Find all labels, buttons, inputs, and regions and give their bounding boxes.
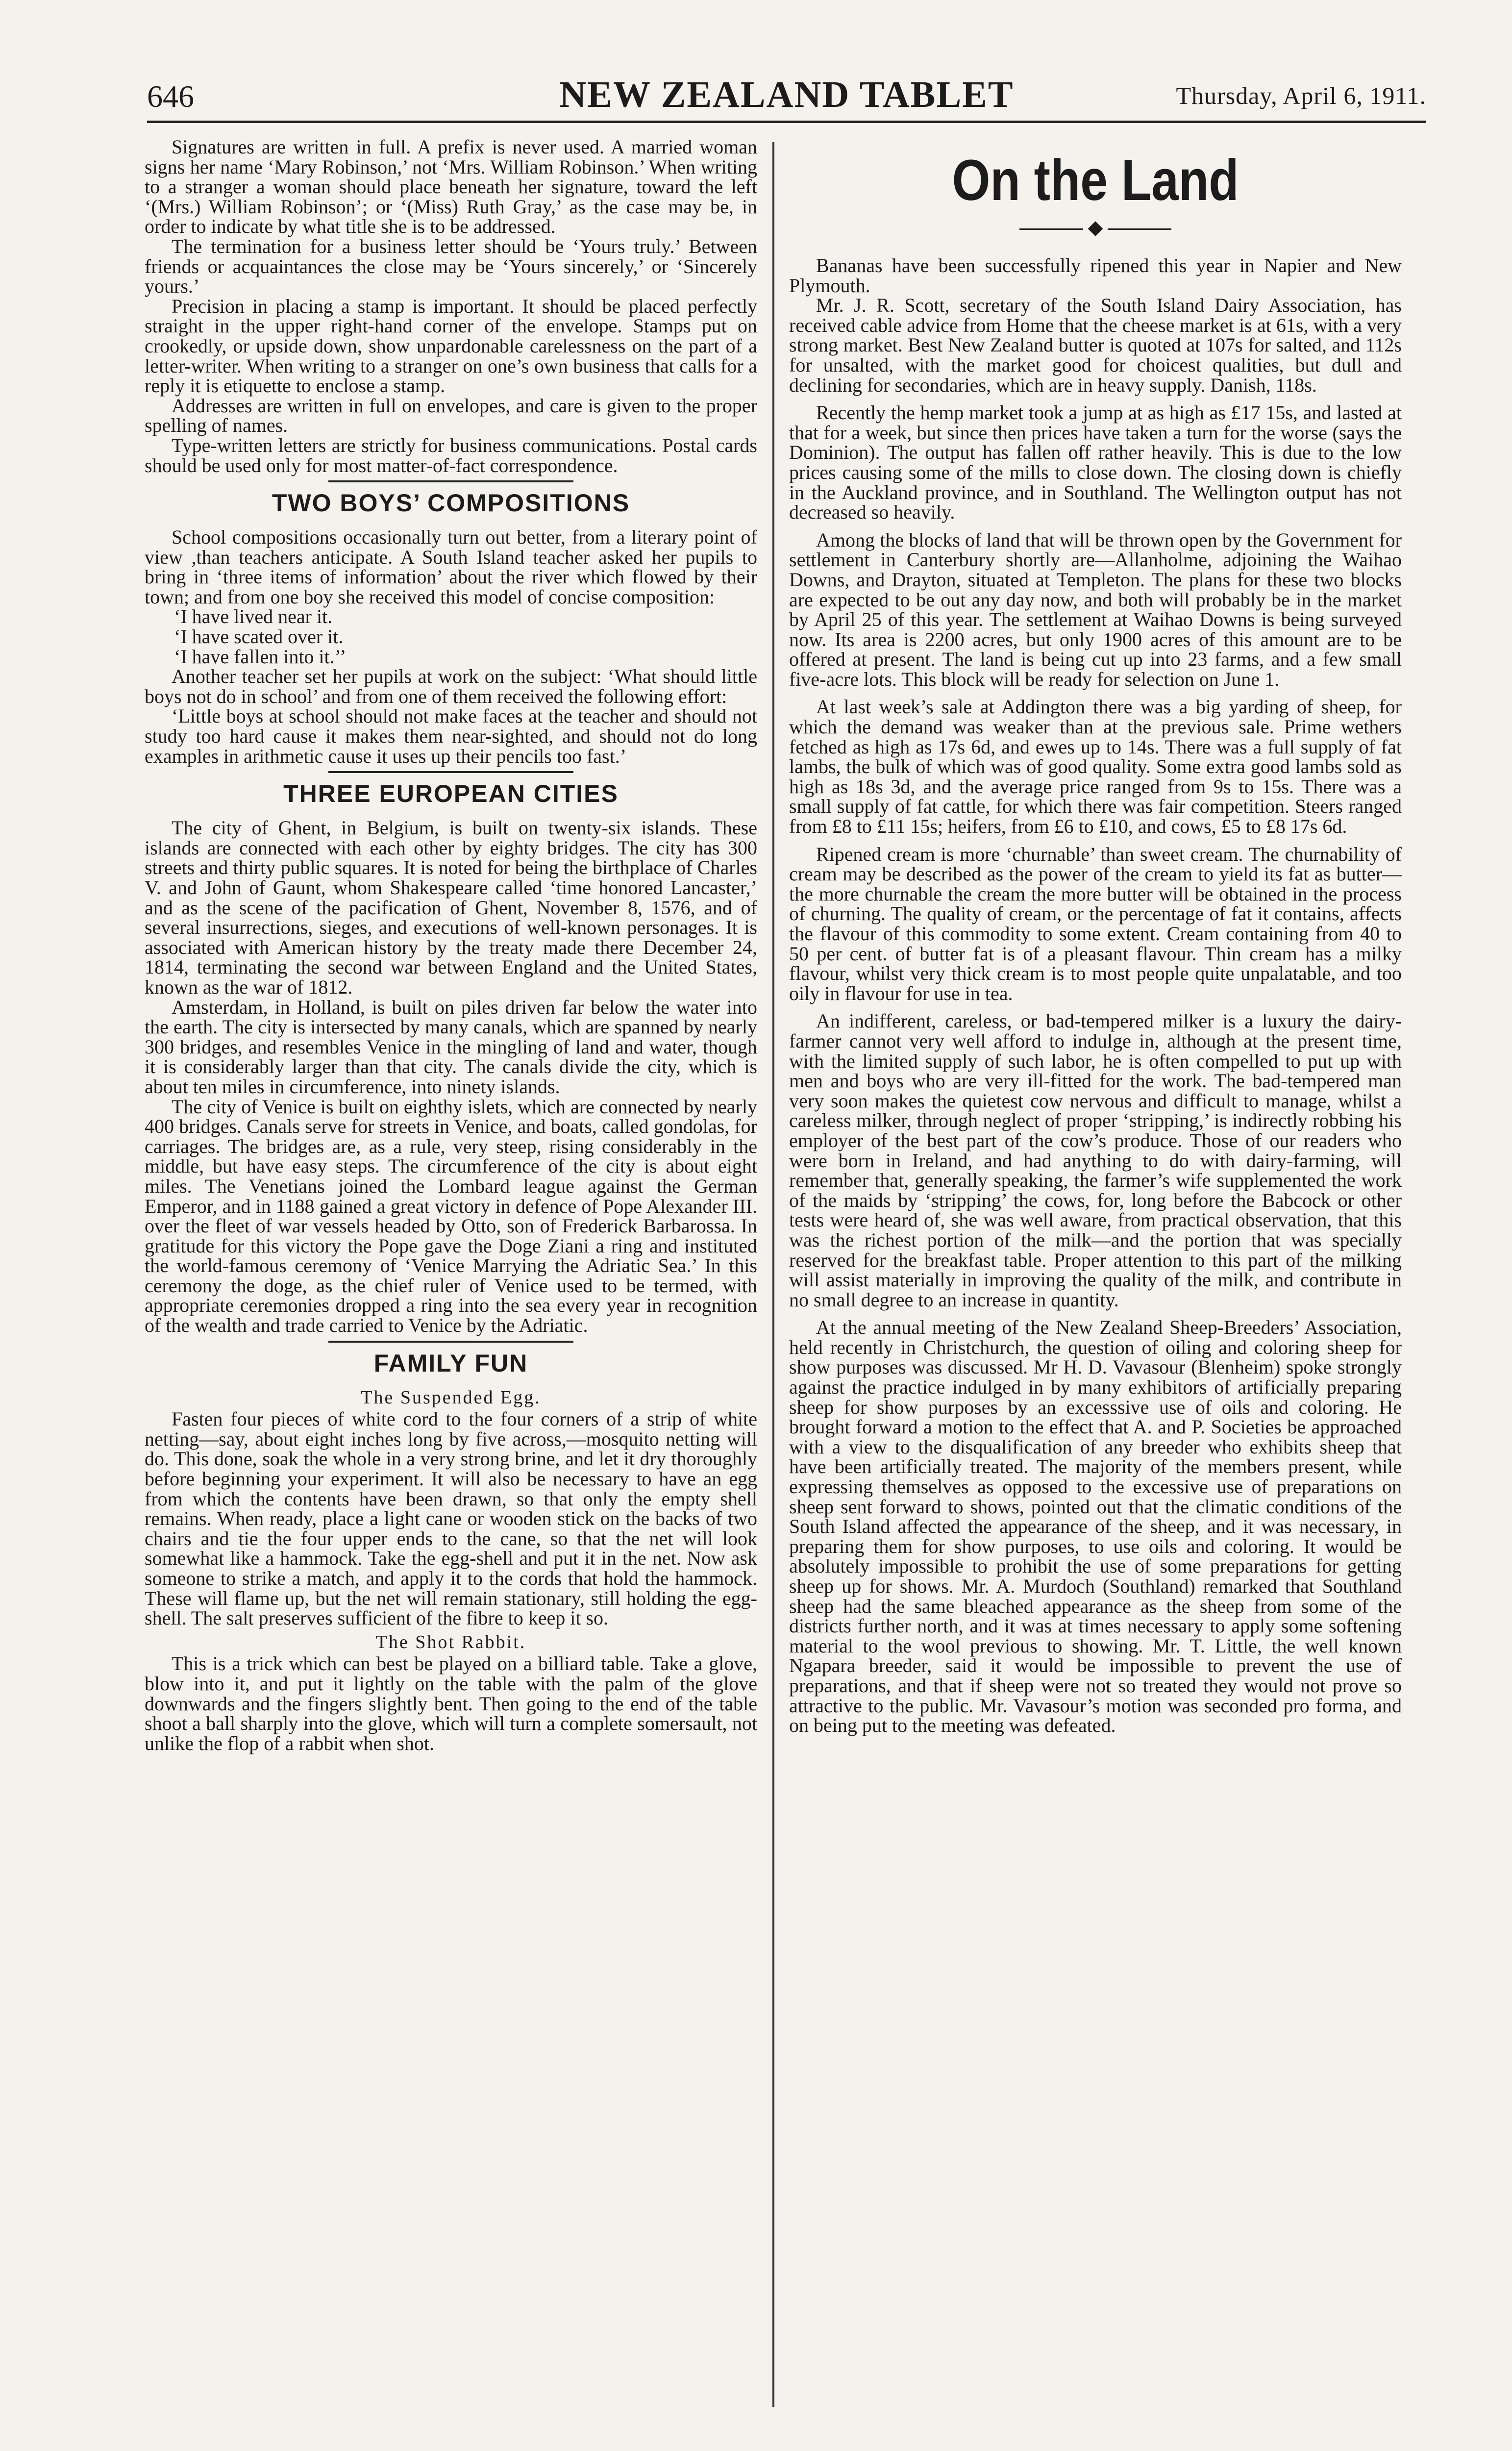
paragraph: Addresses are written in full on envelopes, and care is given to the proper spelling of names. (145, 394, 757, 437)
letter-writing-section (145, 137, 757, 475)
quote-line: ‘I have lived near it. (174, 605, 333, 628)
title-ornament (789, 217, 1402, 238)
paragraph: The termination for a business letter should be ‘Yours truly.’ Between friends or acquaintances the close may be ‘Yours sincerely,’ or ‘Sincerely yours.’ (145, 235, 757, 298)
paragraph: At the annual meeting of the New Zealand Sheep-Breeders’ Association, held recently in Christchurch, the question of oiling and coloring sheep for show purposes was discussed. Mr H. D. Vavasour (Blenheim) spoke strongly against the practice indulged in by many exhibitors of artificially preparing sheep for show purposes by an excesssive use of oils and coloring. He brought forward a motion to the effect that A. and P. Societies be approached with a view to the disqualification of any breeder who exhibits sheep that have been artificially treated. The majority of the members present, while expressing themselves as opposed to the excessive use of preparations on sheep sent forward to shows, pointed out that the climatic conditions of the South Island affected the appearance of the sheep, and it was necessary, in preparing them for show purposes, to use oils and coloring. It would be absolutely impossible to prohibit the use of some preparations for getting sheep up for shows. Mr. A. Murdoch (Southland) remarked that Southland sheep had the same bleached appearance as the sheep from some of the districts further north, and it was at times necessary to apply some softening material to the wool previous to showing. Mr. T. Little, the well known Ngapara breeder, said it would be impossible to prevent the use of preparations, and that if sheep were not so treated they would not prove so attractive to the public. Mr. Vavasour’s motion was seconded pro forma, and on being put to the meeting was defeated. (789, 1316, 1402, 1737)
paragraph: Another teacher set her pupils at work on the subject: ‘What should little boys not do in school’ and from one of them received the following effort: (145, 665, 757, 707)
cities-section (145, 778, 757, 1335)
paragraph: Ripened cream is more ‘churnable’ than sweet cream. The churnability of cream may be described as the power of the cream to yield its fat as butter—the more churnable the cream the more butter will be obtained in the process of churning. The quality of cream, or the percentage of fat it contains, affects the flavour of this commodity to some extent. Cream containing from 40 to 50 per cent. of butter fat is of a pleasant flavour. Thin cream has a milky flavour, whilst very thick cream is to most people quite unpalatable, and too oily in flavour for use in tea. (789, 843, 1402, 1004)
paragraph: Among the blocks of land that will be thrown open by the Government for settlement in Canterbury shortly are—Allanholme, adjoining the Waihao Downs, and Drayton, situated at Templeton. The plans for these two blocks are expected to be out any day now, and both will probably be in the market by April 25 of this year. The settlement at Waihao Downs is being surveyed now. Its area is 2200 acres, but only 1900 acres of this amount are to be offered at present. The land is being cut up into 23 farms, and a few small five-acre lots. This block will be ready for selection on June 1. (789, 528, 1402, 690)
paragraph: Signatures are written in full. A prefix is never used. A married woman signs her name ‘Mary Robinson,’ not ‘Mrs. William Robinson.’ When writing to a stranger a woman should place beneath her signature, toward the left ‘(Mrs.) William Robinson’; or ‘(Miss) Ruth Gray,’ as the case may be, in order to indicate by what title she is to be addressed. (145, 136, 757, 238)
page-number: 646 (147, 79, 194, 114)
paragraph: Precision in placing a stamp is important. It should be placed perfectly straight in the upper right-hand corner of the envelope. Stamps put on crookedly, or upside down, show unpardonable carelessness on the part of a letter-writer. When writing to a stranger on one’s own business that calls for a reply it is etiquette to enclose a stamp. (145, 295, 757, 397)
section-rule (328, 480, 573, 482)
paragraph: An indifferent, careless, or bad-tempered milker is a luxury the dairy-farmer cannot very well afford to indulge in, although at the present time, with the limited supply of such labor, he is often compelled to put up with men and boys who are very ill-fitted for the work. The bad-tempered man very soon makes the quietest cow nervous and difficult to manage, whilst a careless milker, through neglect of proper ‘stripping,’ is indirectly robbing his employer of the best part of the cow’s produce. Those of our readers who were born in Ireland, and had anything to do with dairy-farming, will remember that, generally speaking, the farmer’s wife supplemented the work of the maids by ‘stripping’ the cows, for, long before the Babcock or other tests were heard of, she was well aware, from practical observation, that this was the richest portion of the milk—and the portion that was specially reserved for the breakfast table. Proper attention to this part of the milking will assist materially in improving the quality of the milk, and contribute in no small degree to an increase in quantity. (789, 1010, 1402, 1311)
section-heading: THREE EUROPEAN CITIES (283, 780, 619, 808)
paragraph: Recently the hemp market took a jump at as high as £17 15s, and lasted at that for a week, but since then prices have taken a turn for the worse (says the Dominion). The output has fallen off rather heavily. This is due to the low prices causing some of the mills to close down. The closing down is chiefly in the Auckland province, and in Southland. The Wellington output has not decreased so heavily. (789, 401, 1402, 524)
paragraph: At last week’s sale at Addington there was a big yarding of sheep, for which the demand was weaker than at the previous sale. Prime wethers fetched as high as 17s 6d, and ewes up to 14s. There was a full supply of fat lambs, the bulk of which was of good quality. Some extra good lambs sold as high as 18s 3d, and the average price ranged from 9s to 15s. There was a small supply of fat cattle, for which there was fair competition. Steers ranged from £8 to £11 15s; heifers, from £6 to £10, and cows, £5 to £8 17s 6d. (789, 696, 1402, 838)
family-fun-section (145, 1348, 757, 1754)
paragraph: The city of Ghent, in Belgium, is built on twenty-six islands. These islands are connected with each other by eighty bridges. The city has 300 streets and thirty public squares. It is noted for being the birthplace of Charles V. and John of Gaunt, whom Shakespeare called ‘time honored Lancaster,’ and as the scene of the pacification of Ghent, November 8, 1576, and of several insurrections, sieges, and executions of well-known personages. It is associated with American history by the treaty made there December 24, 1814, terminating the second war between England and the United States, known as the war of 1812. (145, 817, 757, 998)
ornament-line (1019, 228, 1083, 230)
quote-line: ‘I have scated over it. (174, 625, 344, 648)
right-column (789, 137, 1402, 1736)
masthead-title: NEW ZEALAND TABLET (559, 74, 1014, 115)
ornament-line (1108, 228, 1171, 230)
diamond-icon: ◆ (1088, 216, 1103, 238)
section-rule (328, 1341, 573, 1343)
paragraph: School compositions occasionally turn out better, from a literary point of view ,than teachers anticipate. A South Island teacher asked her pupils to bring in ‘three items of information’ about the river which flowed by their town; and from one boy she received this model of concise composition: (145, 526, 757, 608)
paragraph: Mr. J. R. Scott, secretary of the South Island Dairy Association, has received cable advice from Home that the cheese market is at 61s, with a very strong market. Best New Zealand butter is quoted at 107s for salted, and 112s for unsalted, with the market good for choicest qualities, but dull and declining for secondaries, which are in heavy supply. Danish, 118s. (789, 294, 1402, 396)
left-column (145, 137, 757, 1753)
compositions-section (145, 487, 757, 766)
quote-line: ‘I have fallen into it.’’ (174, 645, 347, 668)
paragraph: ‘Little boys at school should not make faces at the teacher and should not study too hard cause it makes them near-sighted, and should not do long examples in arithmetic cause it uses up their pencils too fast.’ (145, 705, 757, 767)
issue-date: Thursday, April 6, 1911. (1176, 82, 1426, 109)
subheading: The Suspended Egg. (361, 1387, 541, 1408)
paragraph: Fasten four pieces of white cord to the four corners of a strip of white netting—say, about eight inches long by five across,—mosquito netting will do. This done, soak the whole in a very strong brine, and let it dry thoroughly before beginning your experiment. It will also be necessary to have an egg from which the contents have been drawn, so that only the empty shell remains. When ready, place a light cane or wooden stick on the backs of two chairs and tie the four upper ends to the cane, so that the net will look somewhat like a hammock. Take the egg-shell and put it in the net. Now ask someone to strike a match, and apply it to the cords that hold the hammock. These will flame up, but the net will remain stationary, still holding the egg-shell. The salt preserves sufficient of the fibre to keep it so. (145, 1408, 757, 1629)
subheading: The Shot Rabbit. (375, 1631, 526, 1652)
on-the-land-title: On the Land (952, 148, 1239, 213)
paragraph: Amsterdam, in Holland, is built on piles driven far below the water into the earth. The city is intersected by many canals, which are spanned by nearly 300 bridges, and resembles Venice in the mingling of land and water, though it is considerably larger than that city. The canals divide the city, which is about ten miles in circumference, into ninety islands. (145, 996, 757, 1098)
header-rule (147, 121, 1426, 123)
column-divider (772, 142, 774, 2407)
section-heading: TWO BOYS’ COMPOSITIONS (272, 489, 630, 517)
section-heading: FAMILY FUN (373, 1349, 528, 1377)
paragraph: Bananas have been successfully ripened this year in Napier and New Plymouth. (789, 254, 1402, 297)
paragraph: Type-written letters are strictly for business communications. Postal cards should be used only for most matter-of-fact correspondence. (145, 434, 757, 476)
paragraph: The city of Venice is built on eighthy islets, which are connected by nearly 400 bridges. Canals serve for streets in Venice, and boats, called gondolas, for carriages. The bridges are, as a rule, very steep, rising considerably in the middle, but have easy steps. The circumference of the city is about eight miles. The Venetians joined the Lombard league against the German Emperor, and in 1188 gained a great victory in defence of Pope Alexander III. over the fleet of war vessels headed by Otto, son of Frederick Barbarossa. In gratitude for this victory the Pope gave the Doge Ziani a ring and instituted the world-famous ceremony of ‘Venice Marrying the Adriatic Sea.’ In this ceremony the doge, as the chief ruler of Venice used to be termed, with appropriate ceremonies dropped a ring into the sea every year in recognition of the wealth and trade carried to Venice by the Adriatic. (145, 1095, 757, 1337)
paragraph: This is a trick which can best be played on a billiard table. Take a glove, blow into it, and put it lightly on the table with the palm of the glove downwards and the fingers slightly bent. Then going to the end of the table shoot a ball sharply into the glove, which will turn a complete somersault, not unlike the flop of a rabbit when shot. (145, 1652, 757, 1754)
section-rule (328, 771, 573, 773)
page-header (147, 74, 1426, 118)
